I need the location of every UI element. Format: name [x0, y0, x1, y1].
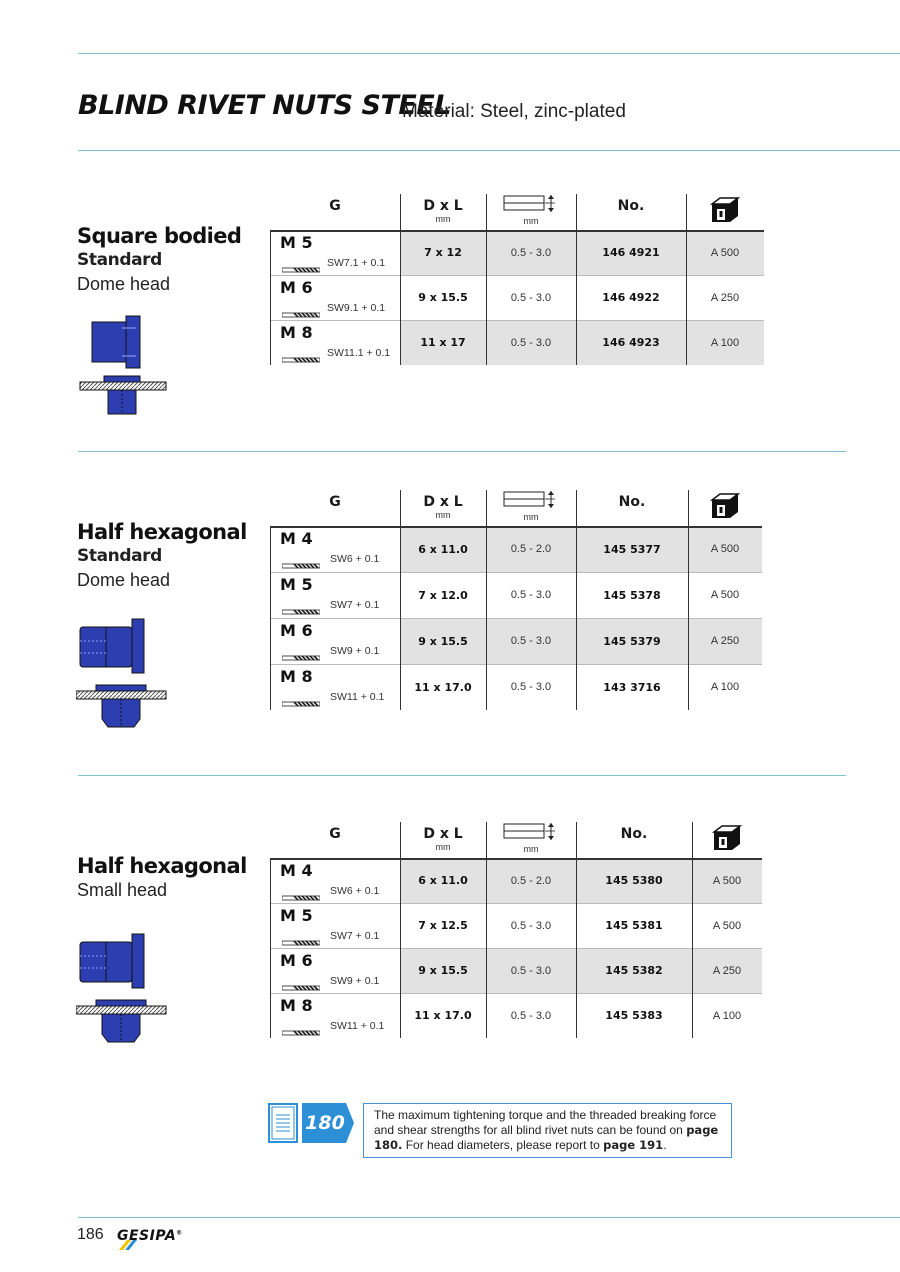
- product-section-square-bodied: [0, 194, 900, 424]
- column-unit: mm: [523, 512, 539, 522]
- column-unit: mm: [435, 510, 451, 520]
- drill-bit-icon: [282, 978, 320, 984]
- table-row: [270, 903, 762, 948]
- column-header-article-number: [576, 194, 686, 230]
- section-variant: Small head: [77, 880, 168, 900]
- drill-bit-icon: [282, 260, 320, 266]
- packaging-cell: A 500: [710, 589, 740, 601]
- column-divider: [576, 490, 577, 710]
- grip-range-cell: 0.5 - 3.0: [510, 589, 552, 601]
- thread-size: M 5: [280, 906, 313, 925]
- page-reference-badge[interactable]: [302, 1103, 354, 1143]
- product-table: [270, 194, 764, 365]
- reference-page-number: 180: [305, 1112, 345, 1134]
- grip-range-cell: 0.5 - 3.0: [510, 635, 552, 647]
- column-divider: [686, 194, 687, 365]
- brand-registered-mark: ®: [176, 1229, 183, 1237]
- article-number-cell: 145 5383: [605, 1009, 663, 1022]
- column-divider: [270, 858, 271, 1038]
- column-divider: [692, 822, 693, 1038]
- column-header-article-number: [576, 822, 692, 858]
- hole-size: SW9 + 0.1: [330, 645, 380, 657]
- column-header-thread: [270, 822, 400, 858]
- dimension-cell: 9 x 15.5: [418, 291, 468, 304]
- section-divider: [78, 451, 846, 452]
- page-subtitle: Material: Steel, zinc-plated: [402, 101, 626, 122]
- dimension-cell: 6 x 11.0: [418, 874, 468, 887]
- grip-range-cell: 0.5 - 2.0: [510, 874, 552, 887]
- brand-logo: [117, 1228, 183, 1244]
- column-unit: mm: [523, 216, 539, 226]
- section-variant: Standard: [77, 250, 162, 270]
- column-header-diameter-length: [400, 490, 486, 526]
- dimension-cell: 7 x 12.5: [418, 919, 468, 932]
- article-number-cell: 146 4922: [602, 291, 660, 304]
- column-header-label: G: [329, 198, 341, 214]
- grip-range-cell: 0.5 - 3.0: [510, 291, 552, 304]
- article-number-cell: 145 5380: [605, 874, 663, 887]
- column-divider: [688, 490, 689, 710]
- header-divider: [270, 230, 764, 232]
- column-header-label: No.: [620, 826, 648, 842]
- dimension-cell: 6 x 11.0: [418, 542, 468, 556]
- article-number-cell: 145 5382: [605, 964, 663, 977]
- thread-size: M 5: [280, 575, 313, 594]
- packaging-cell: A 500: [710, 246, 740, 259]
- column-unit: mm: [523, 844, 539, 854]
- column-header-grip-range: [486, 490, 576, 526]
- row-divider: [270, 320, 764, 321]
- column-unit: mm: [435, 214, 451, 224]
- thread-size: M 6: [280, 621, 313, 640]
- column-divider: [486, 194, 487, 365]
- column-header-label: G: [329, 494, 341, 510]
- hole-size: SW7 + 0.1: [330, 599, 380, 611]
- column-divider: [270, 526, 271, 710]
- column-header-thread: [270, 490, 400, 526]
- column-header-label: D x L: [423, 198, 463, 214]
- hole-size: SW9.1 + 0.1: [327, 302, 386, 314]
- dimension-cell: 9 x 15.5: [418, 634, 468, 648]
- article-number-cell: 145 5378: [603, 588, 661, 602]
- header-divider: [270, 858, 762, 860]
- product-section-half-hex-standard: [0, 490, 900, 750]
- hole-size: SW9 + 0.1: [330, 975, 380, 987]
- column-header-packaging: [688, 490, 762, 526]
- grip-range-cell: 0.5 - 3.0: [510, 681, 552, 693]
- section-title: Square bodied: [77, 224, 242, 248]
- hole-size: SW11 + 0.1: [330, 1020, 385, 1032]
- page-number: 186: [77, 1226, 104, 1243]
- table-row: [270, 230, 764, 275]
- thread-size: M 6: [280, 278, 313, 297]
- column-divider: [486, 822, 487, 1038]
- column-header-thread: [270, 194, 400, 230]
- grip-range-cell: 0.5 - 3.0: [510, 1009, 552, 1022]
- package-box-icon: [692, 824, 762, 857]
- section-head-type: Dome head: [77, 570, 171, 590]
- note-text: .: [663, 1138, 667, 1152]
- drill-bit-icon: [282, 602, 320, 608]
- article-number-cell: 143 3716: [603, 680, 661, 694]
- note-text: For head diameters, please report to: [402, 1138, 604, 1152]
- column-header-label: No.: [617, 198, 645, 214]
- hole-size: SW6 + 0.1: [330, 885, 380, 897]
- column-unit: mm: [435, 842, 451, 852]
- column-divider: [400, 490, 401, 710]
- grip-range-cell: 0.5 - 3.0: [510, 336, 552, 349]
- grip-range-cell: 0.5 - 3.0: [510, 246, 552, 259]
- brand-name: GESIPA: [117, 1228, 177, 1244]
- dimension-cell: 7 x 12: [424, 246, 462, 259]
- drill-bit-icon: [282, 648, 320, 654]
- hole-size: SW11.1 + 0.1: [327, 347, 391, 359]
- rivet-nut-illustration: [76, 930, 176, 1055]
- note-page-link[interactable]: page 191: [603, 1138, 664, 1152]
- table-row: [270, 948, 762, 993]
- packaging-cell: A 100: [712, 1009, 742, 1022]
- packaging-cell: A 500: [712, 919, 742, 932]
- grip-range-cell: 0.5 - 2.0: [510, 543, 552, 555]
- dimension-cell: 11 x 17: [420, 336, 466, 349]
- package-box-icon: [686, 196, 764, 229]
- dimension-cell: 11 x 17.0: [414, 1009, 472, 1022]
- thread-size: M 4: [280, 529, 313, 548]
- packaging-cell: A 100: [710, 336, 740, 349]
- column-divider: [270, 230, 271, 365]
- column-header-grip-range: [486, 194, 576, 230]
- table-row: [270, 993, 762, 1038]
- rivet-nut-illustration: [76, 615, 176, 740]
- product-table: [270, 822, 762, 1038]
- footer-rule: [78, 1217, 900, 1218]
- drill-bit-icon: [282, 888, 320, 894]
- packaging-cell: A 250: [710, 291, 740, 304]
- drill-bit-icon: [282, 305, 320, 311]
- column-header-article-number: [576, 490, 688, 526]
- thread-size: M 4: [280, 861, 313, 880]
- section-title: Half hexagonal: [77, 854, 247, 878]
- column-divider: [400, 822, 401, 1038]
- packaging-cell: A 100: [710, 681, 740, 693]
- thread-size: M 8: [280, 323, 313, 342]
- hole-size: SW11 + 0.1: [330, 691, 385, 703]
- column-header-label: G: [329, 826, 341, 842]
- header-rule: [78, 150, 900, 151]
- row-divider: [270, 993, 762, 994]
- packaging-cell: A 250: [712, 964, 742, 977]
- column-header-diameter-length: [400, 822, 486, 858]
- section-title: Half hexagonal: [77, 520, 247, 544]
- column-header-packaging: [692, 822, 762, 858]
- column-divider: [576, 822, 577, 1038]
- drill-bit-icon: [282, 350, 320, 356]
- column-header-packaging: [686, 194, 764, 230]
- column-header-label: No.: [618, 494, 646, 510]
- grip-range-cell: 0.5 - 3.0: [510, 919, 552, 932]
- note-page-link[interactable]: page 180.: [374, 1123, 719, 1152]
- dimension-cell: 9 x 15.5: [418, 964, 468, 977]
- article-number-cell: 146 4923: [602, 336, 660, 349]
- column-header-label: D x L: [423, 826, 463, 842]
- product-section-half-hex-small-head: [0, 822, 900, 1082]
- row-divider: [270, 948, 762, 949]
- drill-bit-icon: [282, 933, 320, 939]
- table-row: [270, 858, 762, 903]
- article-number-cell: 145 5379: [603, 634, 661, 648]
- drill-bit-icon: [282, 1023, 320, 1029]
- hole-size: SW6 + 0.1: [330, 553, 380, 565]
- note-text: The maximum tightening torque and the threaded breaking force and shear strengths for all blind rivet nuts can be found on: [374, 1108, 717, 1137]
- product-table: [270, 490, 762, 710]
- note-box: [363, 1103, 732, 1158]
- section-variant: Standard: [77, 546, 162, 566]
- thread-size: M 8: [280, 996, 313, 1015]
- drill-bit-icon: [282, 556, 320, 562]
- rivet-nut-illustration: [78, 314, 178, 429]
- grip-range-cell: 0.5 - 3.0: [510, 964, 552, 977]
- article-number-cell: 145 5381: [605, 919, 663, 932]
- packaging-cell: A 500: [712, 874, 742, 887]
- document-icon: [268, 1103, 298, 1143]
- page-title: BLIND RIVET NUTS STEEL: [78, 90, 451, 121]
- package-box-icon: [688, 492, 762, 525]
- thread-size: M 8: [280, 667, 313, 686]
- packaging-cell: A 500: [710, 543, 740, 555]
- column-header-diameter-length: [400, 194, 486, 230]
- column-divider: [576, 194, 577, 365]
- column-header-label: D x L: [423, 494, 463, 510]
- column-header-grip-range: [486, 822, 576, 858]
- article-number-cell: 146 4921: [602, 246, 660, 259]
- dimension-cell: 7 x 12.0: [418, 588, 468, 602]
- column-divider: [400, 194, 401, 365]
- table-row: [270, 320, 764, 365]
- section-divider: [78, 775, 846, 776]
- dimension-cell: 11 x 17.0: [414, 680, 472, 694]
- row-divider: [270, 275, 764, 276]
- thread-size: M 5: [280, 233, 313, 252]
- hole-size: SW7.1 + 0.1: [327, 257, 386, 269]
- column-divider: [486, 490, 487, 710]
- top-rule: [78, 53, 900, 54]
- row-divider: [270, 903, 762, 904]
- hole-size: SW7 + 0.1: [330, 930, 380, 942]
- packaging-cell: A 250: [710, 635, 740, 647]
- article-number-cell: 145 5377: [603, 542, 661, 556]
- table-row: [270, 275, 764, 320]
- drill-bit-icon: [282, 694, 320, 700]
- thread-size: M 6: [280, 951, 313, 970]
- section-head-type: Dome head: [77, 274, 171, 294]
